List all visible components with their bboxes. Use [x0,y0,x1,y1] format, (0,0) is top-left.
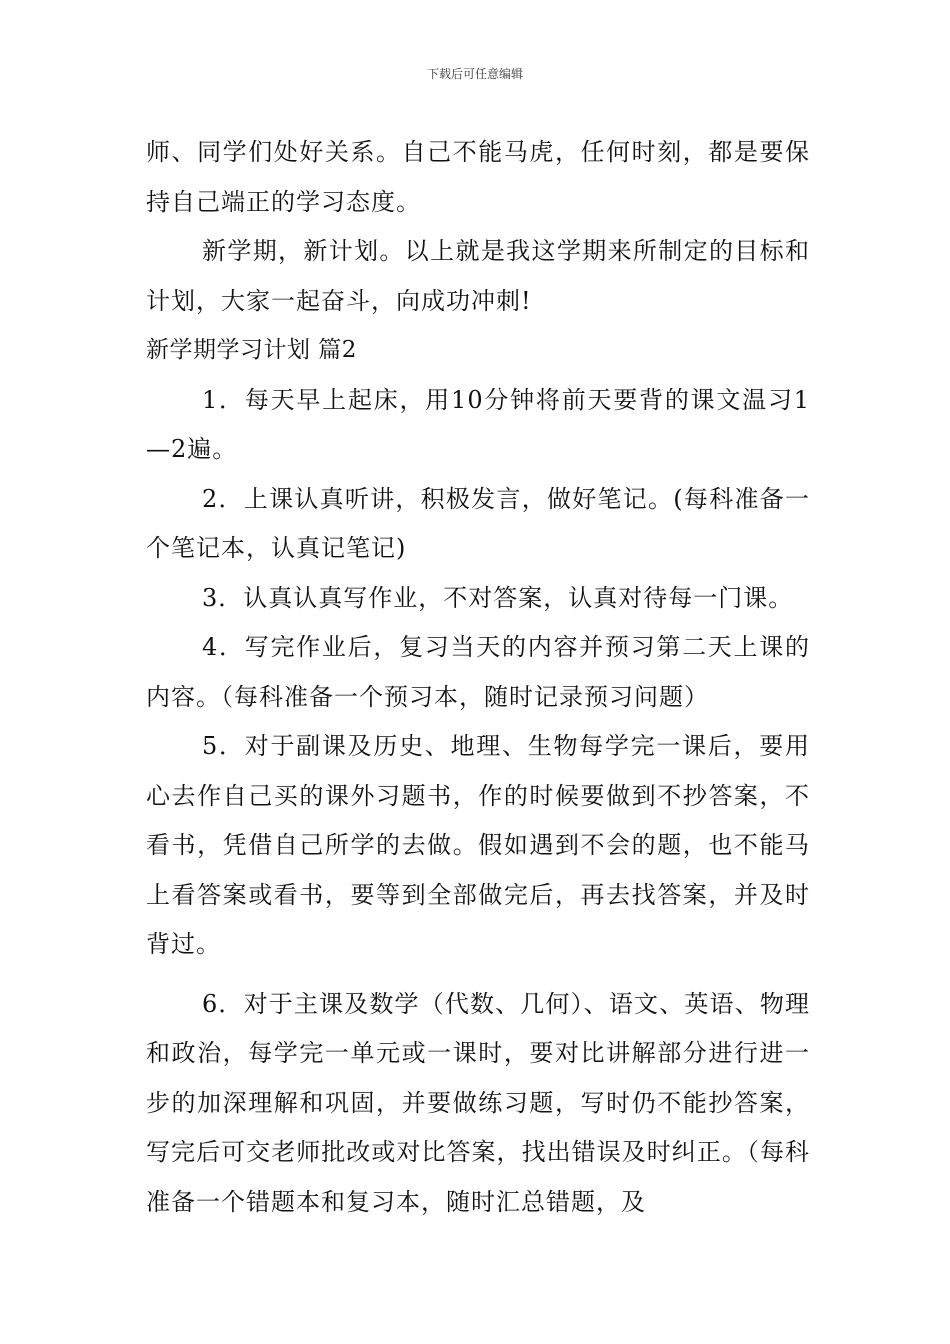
list-item-4: 4．写完作业后，复习当天的内容并预习第二天上课的内容。（每科准备一个预习本，随时记录预习问题） [146,633,810,711]
document-body [146,128,810,1227]
list-item-5: 5．对于副课及历史、地理、生物每学完一课后，要用心去作自己买的课外习题书，作的时候要做到不抄答案，不看书，凭借自己所学的去做。假如遇到不会的题，也不能马上看答案或看书，要等到全部做完后，再去找答案，并及时背过。 [146,732,810,958]
paragraph-continuation: 师、同学们处好关系。自己不能马虎，任何时刻，都是要保持自己端正的学习态度。 [146,138,810,216]
paragraph-conclusion: 新学期，新计划。以上就是我这学期来所制定的目标和计划，大家一起奋斗，向成功冲刺! [146,237,810,315]
list-item-1: 1．每天早上起床，用10分钟将前天要背的课文温习1—2遍。 [146,385,810,463]
page-header-note: 下载后可任意编辑 [426,67,523,81]
list-item-6: 6．对于主课及数学（代数、几何）、语文、英语、物理和政治，每学完一单元或一课时，要对比讲解部分进行进一步的加深理解和巩固，并要做练习题，写时仍不能抄答案，写完后可交老师批改或对比答案，找出错误及时纠正。（每科准备一个错题本和复习本，随时汇总错题，及 [146,989,810,1216]
list-item-3: 3．认真认真写作业，不对答案，认真对待每一门课。 [202,583,794,612]
section-heading: 新学期学习计划 篇2 [146,337,357,363]
list-item-2: 2．上课认真听讲，积极发言，做好笔记。(每科准备一个笔记本，认真记笔记) [146,484,810,562]
